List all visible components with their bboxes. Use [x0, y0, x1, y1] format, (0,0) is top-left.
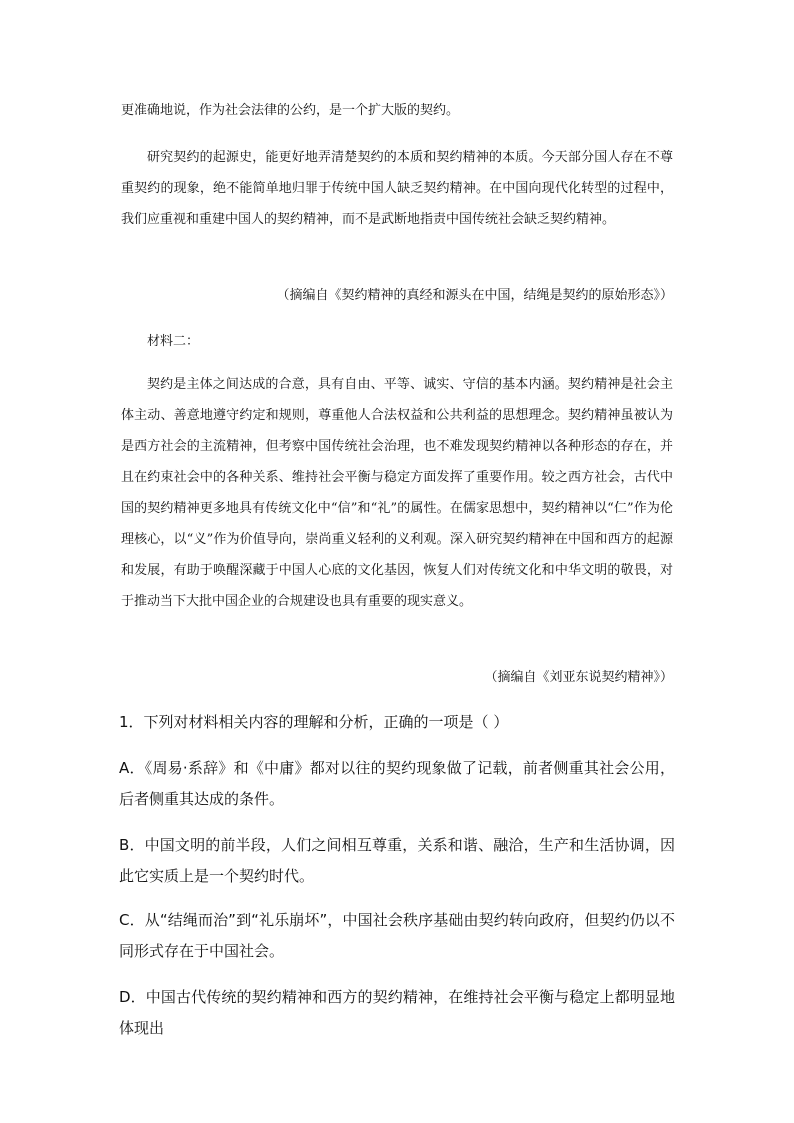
option-a: A．《周易·系辞》和《中庸》都对以往的契约现象做了记载，前者侧重其社会公用，后者侧重其达成的条件。 — [119, 759, 675, 808]
material-one-source: （摘编自《契约精神的真经和源头在中国，结绳是契约的原始形态》） — [276, 288, 673, 303]
material-two-label: 材料二： — [147, 334, 200, 349]
option-c: C．从“结绳而治”到“礼乐崩坏”，中国社会秩序基础由契约转向政府，但契约仍以不同形式存在于中国社会。 — [119, 911, 675, 960]
option-b: B．中国文明的前半段，人们之间相互尊重，关系和谐、融洽，生产和生活协调，因此它实质上是一个契约时代。 — [119, 836, 675, 885]
material-one-tail: 更准确地说，作为社会法律的公约，是一个扩大版的契约。 — [121, 103, 460, 118]
question-stem: 1．下列对材料相关内容的理解和分析，正确的一项是（ ） — [119, 713, 509, 731]
option-d: D．中国古代传统的契约精神和西方的契约精神，在维持社会平衡与稳定上都明显地体现出 — [119, 988, 675, 1037]
material-two-source: （摘编自《刘亚东说契约精神》） — [484, 670, 673, 685]
material-one-paragraph: 研究契约的起源史，能更好地弄清楚契约的本质和契约精神的本质。今天部分国人存在不尊重契约的现象，绝不能简单地归罪于传统中国人缺乏契约精神。在中国向现代化转型的过程中，我们应重视和重建中国人的契约精神，而不是武断地指责中国传统社会缺乏契约精神。 — [121, 150, 673, 227]
material-two-paragraph: 契约是主体之间达成的合意，具有自由、平等、诚实、守信的基本内涵。契约精神是社会主体主动、善意地遵守约定和规则，尊重他人合法权益和公共利益的思想理念。契约精神虽被认为是西方社会的主流精神，但考察中国传统社会治理，也不难发现契约精神以各种形态的存在，并且在约束社会中的各种关系、维持社会平衡与稳定方面发挥了重要作用。较之西方社会，古代中国的契约精神更多地具有传统文化中“信”和“礼”的属性。在儒家思想中，契约精神以“仁”作为伦理核心，以“义”作为价值导向，崇尚重义轻利的义利观。深入研究契约精神在中国和西方的起源和发展，有助于唤醒深藏于中国人心底的文化基因，恢复人们对传统文化和中华文明的敬畏，对于推动当下大批中国企业的合规建设也具有重要的现实意义。 — [121, 377, 673, 609]
